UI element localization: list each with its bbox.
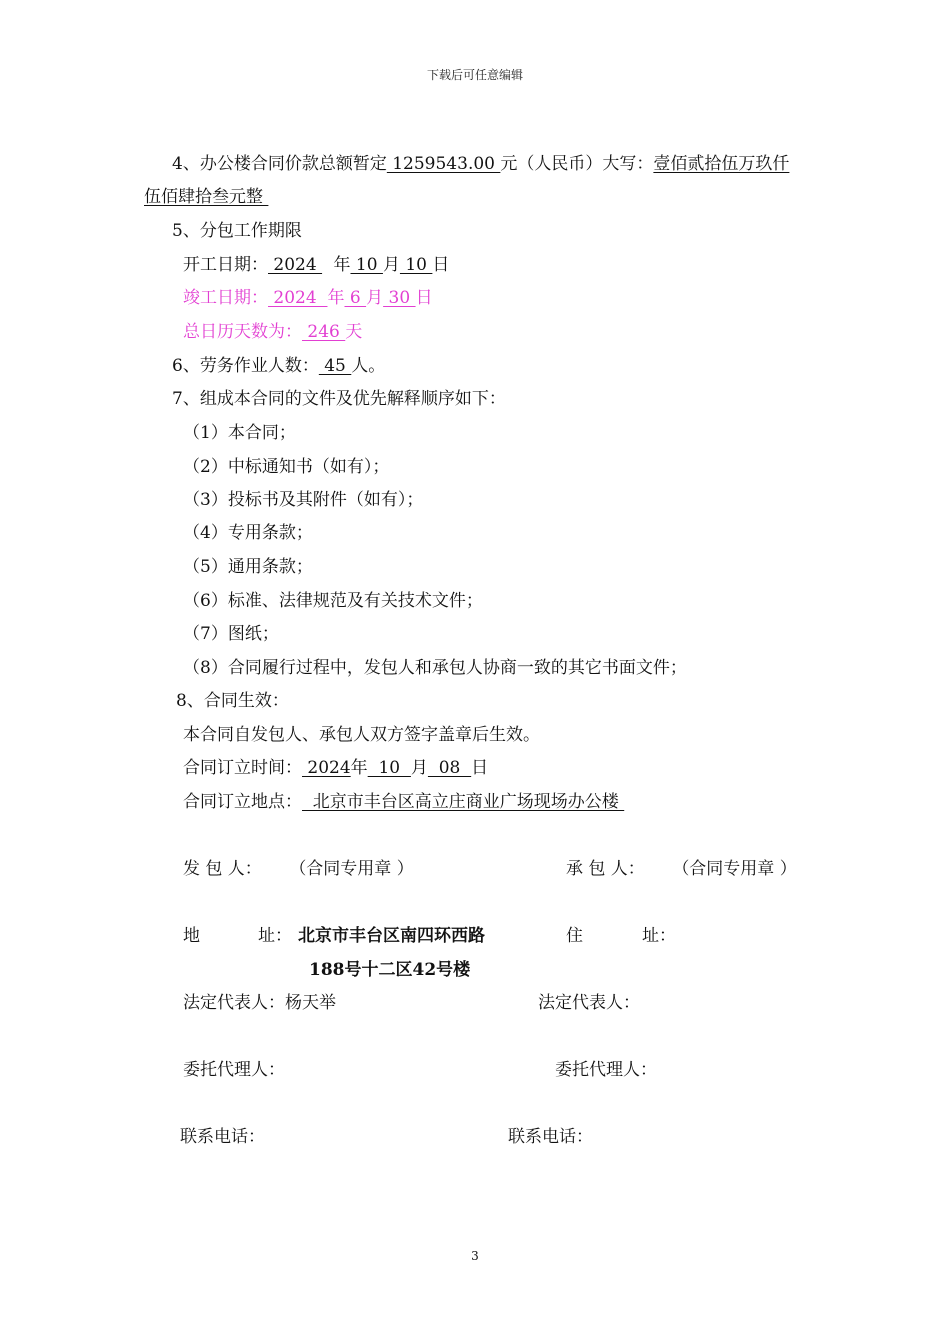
workers-label: 6、劳务作业人数： [172,356,319,376]
residence-label-b: 址： [642,926,676,946]
legal-rep-left: 法定代表人：杨天举 [183,993,336,1013]
employer-line [183,858,414,880]
sign-time-label: 合同订立时间： [183,758,302,778]
residence-label-a: 住 [566,926,583,946]
doc-item-8: （8）合同履行过程中，发包人和承包人协商一致的其它书面文件； [183,658,687,678]
start-year: 2024 [268,255,323,275]
address-label-a: 地 [183,926,200,946]
sign-month: 10 [367,758,411,778]
sign-month-unit: 月 [410,758,428,778]
agent-left: 委托代理人： [183,1060,285,1080]
start-month-unit: 月 [382,255,400,275]
legal-rep-right: 法定代表人： [538,993,640,1013]
item8-title: 8、合同生效： [176,691,289,711]
address-value-2: 188号十二区42号楼 [309,960,471,980]
contractor-line [566,858,797,880]
end-date-label: 竣工日期： [183,288,268,308]
doc-item-1: （1）本合同； [183,423,296,443]
end-month-unit: 月 [366,288,384,308]
start-month: 10 [350,255,383,275]
item4-prefix: 4、办公楼合同价款总额暂定 [172,154,387,174]
doc-item-2: （2）中标通知书（如有）； [183,457,390,477]
address-label-b: 址： [258,926,292,946]
amount-upper-1: 壹佰贰拾伍万玖仟 [653,154,790,174]
contractor-seal: （合同专用章 ） [680,859,797,879]
end-year: 2024 [268,288,328,308]
item5-title: 5、分包工作期限 [172,221,302,241]
item4-line2 [144,186,268,208]
employer-label: 发 包 人： [183,859,262,879]
page-header: 下载后可任意编辑 [426,68,523,82]
address-value-1: 北京市丰台区南四环西路 [298,926,485,946]
end-month: 6 [344,288,367,308]
end-date-line [183,287,433,309]
doc-item-6: （6）标准、法律规范及有关技术文件； [183,591,483,611]
employer-seal: （合同专用章 ） [297,859,414,879]
phone-left: 联系电话： [180,1127,265,1147]
start-date-line [183,254,449,276]
sign-year: 2024 [302,758,351,778]
workers-count: 45 [318,356,352,376]
sign-year-unit: 年 [350,758,368,778]
page-number: 3 [471,1249,479,1263]
total-days-label: 总日历天数为： [183,322,302,342]
start-date-label: 开工日期： [183,255,268,275]
sign-place-label: 合同订立地点： [183,792,302,812]
total-days-line [183,321,362,343]
doc-item-7: （7）图纸； [183,624,279,644]
agent-right: 委托代理人： [555,1060,657,1080]
start-day: 10 [399,255,433,275]
item6-line [172,355,385,377]
workers-suffix: 人。 [351,356,386,376]
contract-amount: 1259543.00 [386,154,501,174]
item4-line1 [172,153,789,175]
end-day-unit: 日 [415,288,433,308]
start-year-unit: 年 [328,255,351,275]
start-day-unit: 日 [432,255,450,275]
amount-upper-2: 伍佰肆拾叁元整 [144,187,269,207]
phone-right: 联系电话： [508,1127,593,1147]
item7-title: 7、组成本合同的文件及优先解释顺序如下： [172,389,506,409]
doc-item-4: （4）专用条款； [183,523,313,543]
item4-mid: 元（人民币）大写： [500,154,654,174]
total-days-value: 246 [302,322,346,342]
sign-day-unit: 日 [471,758,489,778]
total-days-unit: 天 [345,322,363,342]
sign-time-line [183,757,488,779]
sign-place-line [183,791,624,813]
effect-text: 本合同自发包人、承包人双方签字盖章后生效。 [183,725,540,745]
doc-item-3: （3）投标书及其附件（如有）； [183,490,424,510]
end-day: 30 [383,288,416,308]
contractor-label: 承 包 人： [566,859,645,879]
doc-item-5: （5）通用条款； [183,557,313,577]
end-year-unit: 年 [327,288,345,308]
sign-place-value: 北京市丰台区高立庄商业广场现场办公楼 [302,792,625,812]
sign-day: 08 [427,758,472,778]
